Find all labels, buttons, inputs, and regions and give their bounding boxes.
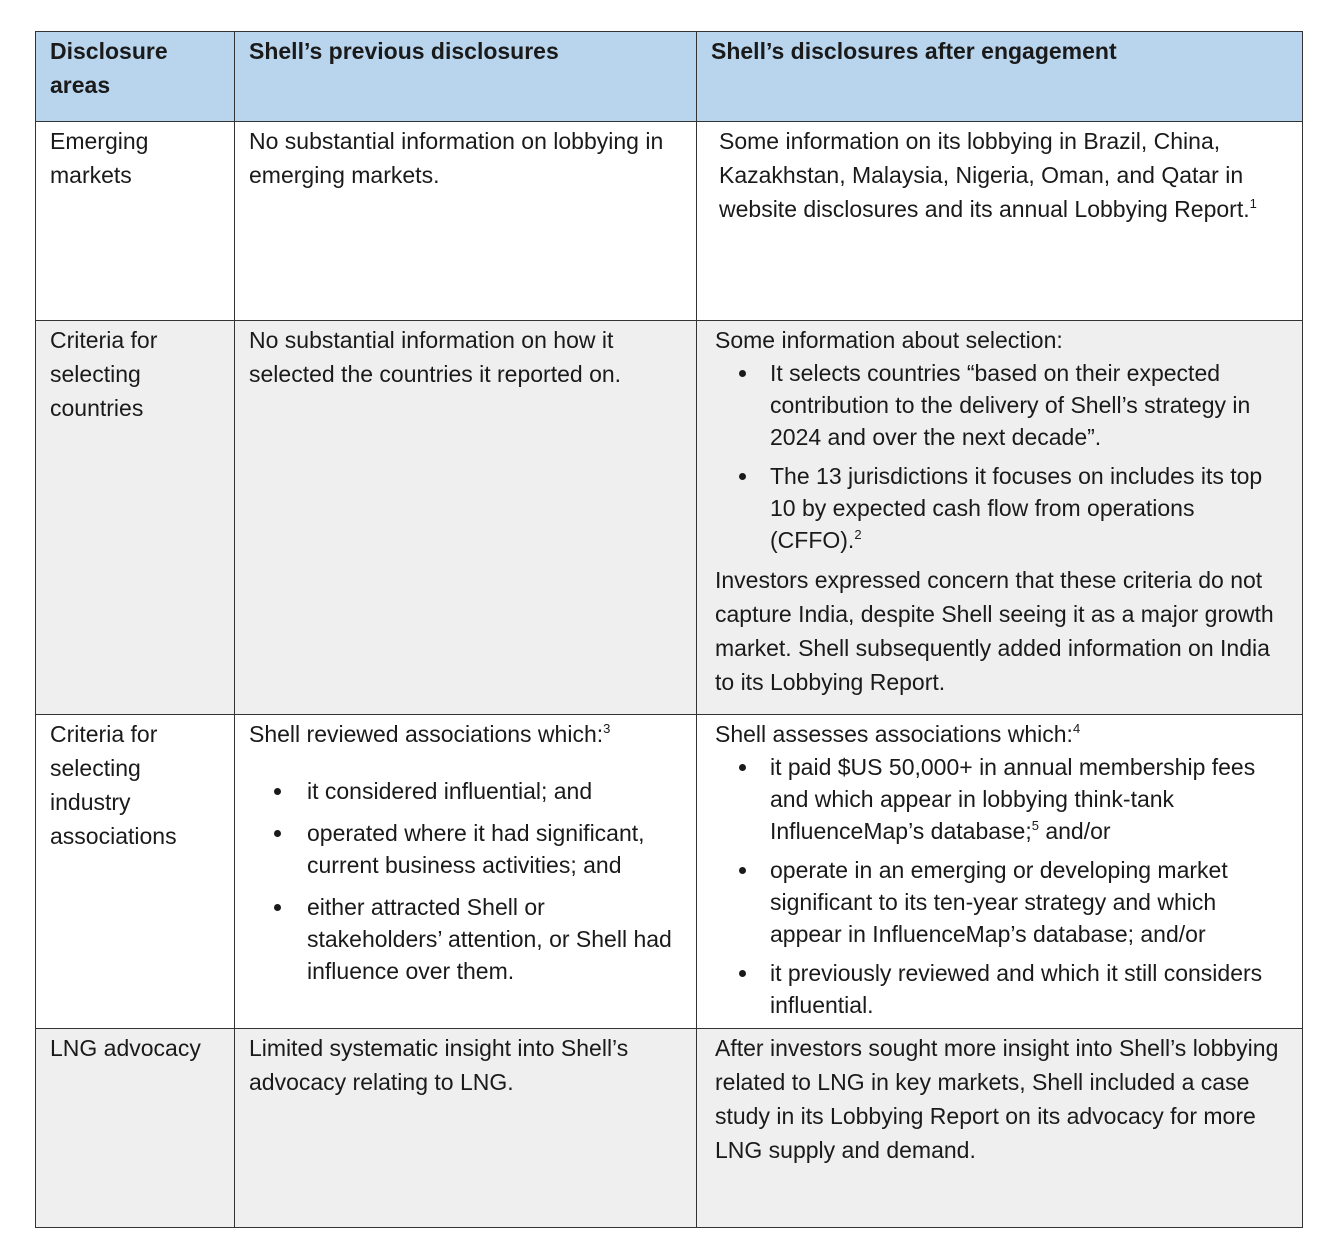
header-disclosures-after: Shell’s disclosures after engagement xyxy=(697,32,1303,122)
area-cell: Criteria for selecting industry associations xyxy=(36,715,235,1029)
bullet-icon xyxy=(274,830,281,837)
footnote-ref: 5 xyxy=(1031,818,1039,833)
list-item: it considered influential; and xyxy=(249,775,682,807)
list-item: either attracted Shell or stakeholders’ attention, or Shell had influence over them. xyxy=(249,891,682,987)
table-row xyxy=(36,122,1303,321)
list-item: It selects countries “based on their expected contribution to the delivery of Shell’s strategy in 2024 and over the next decade”. xyxy=(715,357,1292,453)
area-cell: Emerging markets xyxy=(36,122,235,321)
footnote-ref: 3 xyxy=(603,721,611,736)
bullet-icon xyxy=(739,867,746,874)
disclosure-table xyxy=(35,31,1303,1228)
list-item: operate in an emerging or developing market significant to its ten-year strategy and which appear in InfluenceMap’s database; and/or xyxy=(715,854,1292,950)
after-cell: After investors sought more insight into Shell’s lobbying related to LNG in key markets, Shell included a case study in its Lobbying Report on its advocacy for more LNG supply and demand. xyxy=(697,1029,1303,1228)
bullet-icon xyxy=(274,788,281,795)
table-row xyxy=(36,321,1303,715)
list-item: it previously reviewed and which it still considers influential. xyxy=(715,957,1292,1021)
table-row xyxy=(36,1029,1303,1228)
bullet-icon xyxy=(739,970,746,977)
header-previous-disclosures: Shell’s previous disclosures xyxy=(235,32,697,122)
area-cell: LNG advocacy xyxy=(36,1029,235,1228)
after-outro: Investors expressed concern that these criteria do not capture India, despite Shell seeing it as a major growth market. Shell subsequently added information on India to its Lobbying Report. xyxy=(715,567,1274,695)
footnote-ref: 2 xyxy=(854,527,862,542)
area-cell: Criteria for selecting countries xyxy=(36,321,235,715)
previous-cell: Limited systematic insight into Shell’s advocacy relating to LNG. xyxy=(235,1029,697,1228)
previous-cell xyxy=(235,715,697,1029)
list-item: operated where it had significant, current business activities; and xyxy=(249,817,682,881)
after-intro: Shell assesses associations which:$^4$ xyxy=(715,721,1081,747)
after-cell xyxy=(697,715,1303,1029)
header-row xyxy=(36,32,1303,122)
after-bullet-list xyxy=(715,357,1292,556)
footnote-ref: 1 xyxy=(1249,196,1257,211)
header-disclosure-areas: Disclosure areas xyxy=(36,32,235,122)
previous-bullet-list xyxy=(249,775,682,987)
list-item: it paid $US 50,000+ in annual membership fees and which appear in lobbying think-tank InfluenceMap’s database;$^5$ and/or xyxy=(715,751,1292,847)
previous-cell: No substantial information on lobbying in emerging markets. xyxy=(235,122,697,321)
list-item: The 13 jurisdictions it focuses on includes its top 10 by expected cash flow from operations (CFFO).$^2$ xyxy=(715,460,1292,556)
after-text: Some information on its lobbying in Brazil, China, Kazakhstan, Malaysia, Nigeria, Oman, and Qatar in website disclosures and its annual Lobbying Report. xyxy=(719,128,1250,222)
bullet-icon xyxy=(739,764,746,771)
previous-intro: Shell reviewed associations which:$^3$ xyxy=(249,721,611,747)
table-row xyxy=(36,715,1303,1029)
after-intro: Some information about selection: xyxy=(715,327,1063,353)
after-cell xyxy=(697,122,1303,321)
bullet-icon xyxy=(739,473,746,480)
bullet-icon xyxy=(274,904,281,911)
bullet-icon xyxy=(739,370,746,377)
after-bullet-list xyxy=(715,751,1292,1021)
footnote-ref: 4 xyxy=(1072,721,1081,736)
previous-cell: No substantial information on how it selected the countries it reported on. xyxy=(235,321,697,715)
after-cell xyxy=(697,321,1303,715)
